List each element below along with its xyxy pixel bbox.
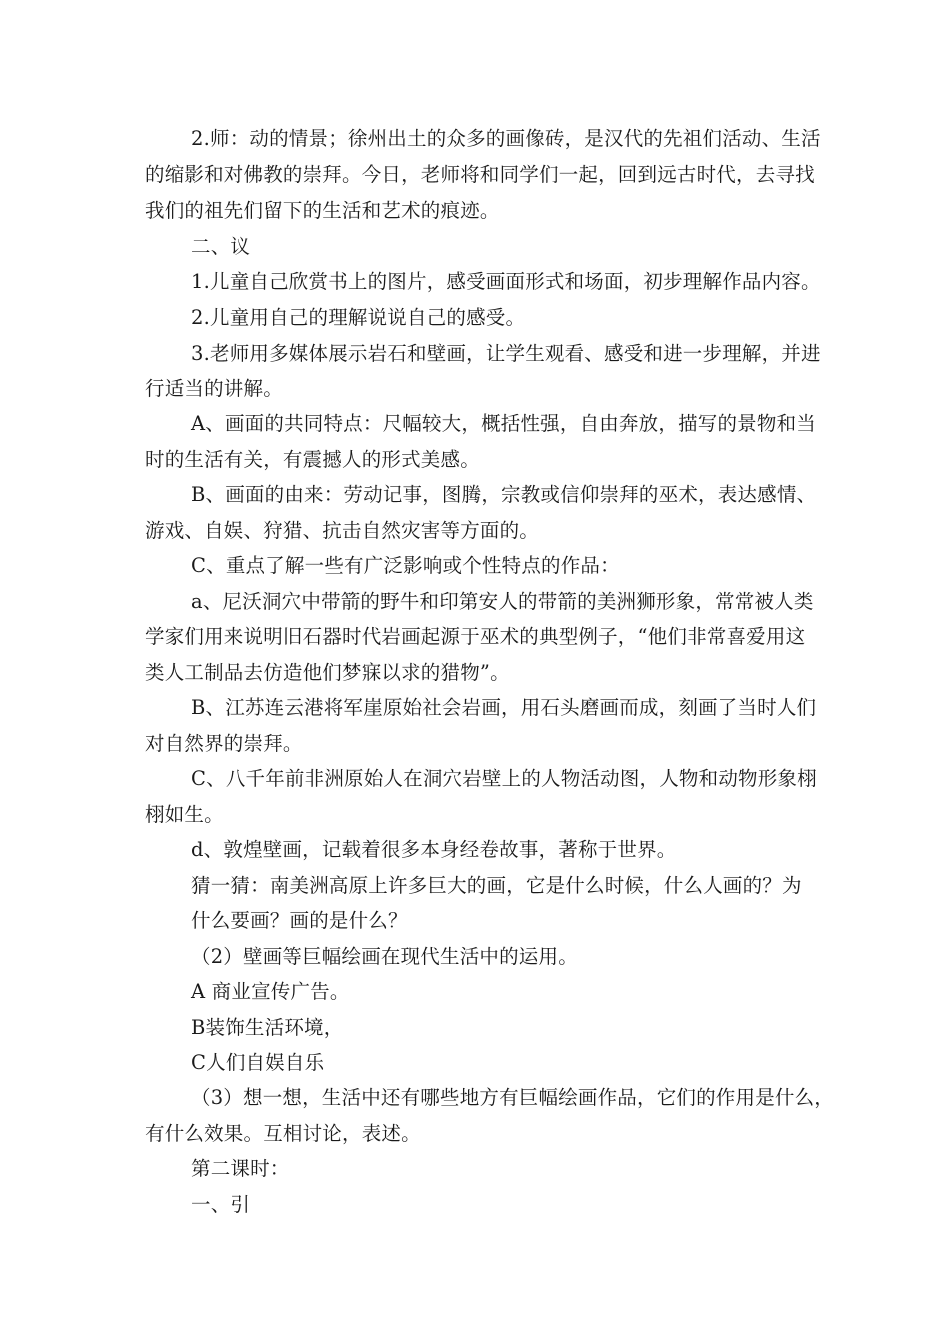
text-line-29: 有什么效果。互相讨论，表述。 xyxy=(145,1122,421,1145)
text-line-26: B装饰生活环境， xyxy=(191,1016,344,1039)
text-line-15: 学家们用来说明旧石器时代岩画起源于巫术的典型例子，“他们非常喜爱用这 xyxy=(145,625,806,648)
text-line-20: 栩如生。 xyxy=(145,803,224,826)
text-line-1: 2.师：动的情景；徐州出土的众多的画像砖，是汉代的先祖们活动、生活 xyxy=(191,127,821,150)
text-line-16: 类人工制品去仿造他们梦寐以求的猎物”。 xyxy=(145,661,510,684)
text-line-22: 猜一猜：南美洲高原上许多巨大的画，它是什么时候，什么人画的？为 xyxy=(191,874,802,897)
lesson-heading-second: 第二课时： xyxy=(191,1157,290,1180)
text-line-24: （2）壁画等巨幅绘画在现代生活中的运用。 xyxy=(191,945,578,968)
text-line-9: A、画面的共同特点：尺幅较大，概括性强，自由奔放，描写的景物和当 xyxy=(191,412,816,435)
text-line-14: a、尼沃洞穴中带箭的野牛和印第安人的带箭的美洲狮形象，常常被人类 xyxy=(191,590,814,613)
text-line-3: 我们的祖先们留下的生活和艺术的痕迹。 xyxy=(145,199,500,222)
text-line-19: C、八千年前非洲原始人在洞穴岩壁上的人物活动图，人物和动物形象栩 xyxy=(191,767,817,790)
text-line-12: 游戏、自娱、狩猎、抗击自然灾害等方面的。 xyxy=(145,519,540,542)
text-line-10: 时的生活有关，有震撼人的形式美感。 xyxy=(145,448,480,471)
text-line-11: B、画面的由来：劳动记事，图腾，宗教或信仰崇拜的巫术，表达感情、 xyxy=(191,483,817,506)
text-line-2: 的缩影和对佛教的崇拜。今日，老师将和同学们一起，回到远古时代，去寻找 xyxy=(145,163,815,186)
text-line-17: B、江苏连云港将军崖原始社会岩画，用石头磨画而成，刻画了当时人们 xyxy=(191,696,817,719)
text-line-13: C、重点了解一些有广泛影响或个性特点的作品： xyxy=(191,554,620,577)
text-line-7: 3.老师用多媒体展示岩石和壁画，让学生观看、感受和进一步理解，并进 xyxy=(191,342,821,365)
section-heading-intro: 一、引 xyxy=(191,1193,251,1216)
text-line-21: d、敦煌壁画，记载着很多本身经卷故事，著称于世界。 xyxy=(191,838,677,861)
text-line-18: 对自然界的崇拜。 xyxy=(145,732,303,755)
text-line-25: A 商业宣传广告。 xyxy=(191,980,350,1003)
text-line-5: 1.儿童自己欣赏书上的图片，感受画面形式和场面，初步理解作品内容。 xyxy=(191,270,821,293)
section-heading-discuss: 二、议 xyxy=(191,235,251,258)
text-line-6: 2.儿童用自己的理解说说自己的感受。 xyxy=(191,306,526,329)
text-line-8: 行适当的讲解。 xyxy=(145,377,283,400)
text-line-27: C人们自娱自乐 xyxy=(191,1051,325,1074)
text-line-28: （3）想一想，生活中还有哪些地方有巨幅绘画作品，它们的作用是什么， xyxy=(191,1086,835,1109)
text-line-23: 什么要画？画的是什么？ xyxy=(191,909,408,932)
